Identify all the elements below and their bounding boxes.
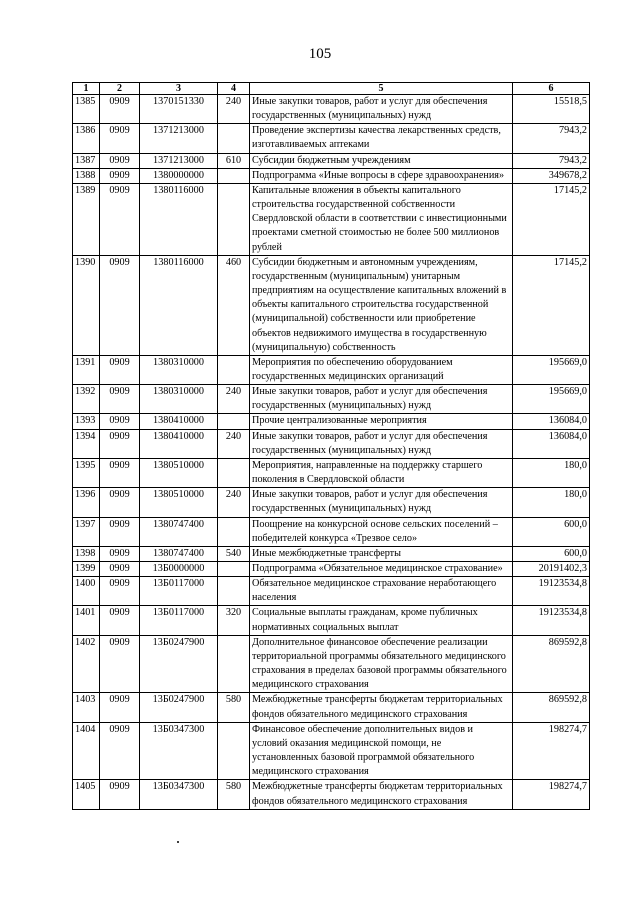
target-code: 1380116000 — [140, 183, 218, 255]
item-name: Подпрограмма «Иные вопросы в сфере здравоохранения» — [250, 168, 513, 183]
amount: 7943,2 — [513, 153, 590, 168]
row-number: 1391 — [73, 355, 100, 384]
item-name: Иные межбюджетные трансферты — [250, 546, 513, 561]
target-code: 1380510000 — [140, 488, 218, 517]
table-row — [73, 693, 590, 722]
row-number: 1405 — [73, 780, 100, 809]
expense-type — [218, 722, 250, 780]
item-name: Иные закупки товаров, работ и услуг для обеспечения государственных (муниципальных) нужд — [250, 488, 513, 517]
amount: 195669,0 — [513, 385, 590, 414]
expense-type: 540 — [218, 546, 250, 561]
row-number: 1388 — [73, 168, 100, 183]
table-row — [73, 168, 590, 183]
target-code: 1380000000 — [140, 168, 218, 183]
expense-type — [218, 577, 250, 606]
item-name: Мероприятия, направленные на поддержку старшего поколения в Свердловской области — [250, 458, 513, 487]
table-row — [73, 577, 590, 606]
scan-dot — [177, 841, 179, 843]
item-name: Субсидии бюджетным и автономным учреждениям, государственным (муниципальным) унитарным предприятиям на осуществление капитальных вложений в объекты капитального строительства государственной (муниципальной) собственности или приобретение объектов недвижимого имущества в государственную (муниципальную) собственность — [250, 255, 513, 355]
expense-type — [218, 183, 250, 255]
amount: 15518,5 — [513, 95, 590, 124]
amount: 17145,2 — [513, 183, 590, 255]
amount: 869592,8 — [513, 693, 590, 722]
amount: 180,0 — [513, 488, 590, 517]
target-code: 13Б0347300 — [140, 722, 218, 780]
target-code: 13Б0117000 — [140, 606, 218, 635]
table-row — [73, 517, 590, 546]
amount: 136084,0 — [513, 429, 590, 458]
item-name: Мероприятия по обеспечению оборудованием государственных медицинских организаций — [250, 355, 513, 384]
row-number: 1399 — [73, 562, 100, 577]
table-row — [73, 95, 590, 124]
row-number: 1395 — [73, 458, 100, 487]
section-code: 0909 — [100, 562, 140, 577]
expense-type: 240 — [218, 95, 250, 124]
expense-type: 580 — [218, 693, 250, 722]
row-number: 1403 — [73, 693, 100, 722]
target-code: 1380410000 — [140, 429, 218, 458]
expense-type: 460 — [218, 255, 250, 355]
target-code: 1380310000 — [140, 355, 218, 384]
expense-type — [218, 355, 250, 384]
target-code: 1371213000 — [140, 124, 218, 153]
amount: 19123534,8 — [513, 606, 590, 635]
table-row — [73, 780, 590, 809]
table-row — [73, 124, 590, 153]
amount: 19123534,8 — [513, 577, 590, 606]
expense-type — [218, 458, 250, 487]
row-number: 1397 — [73, 517, 100, 546]
section-code: 0909 — [100, 168, 140, 183]
section-code: 0909 — [100, 488, 140, 517]
expense-type — [218, 124, 250, 153]
table-row — [73, 488, 590, 517]
item-name: Подпрограмма «Обязательное медицинское страхование» — [250, 562, 513, 577]
expense-type: 240 — [218, 429, 250, 458]
target-code: 1380116000 — [140, 255, 218, 355]
target-code: 1380747400 — [140, 517, 218, 546]
section-code: 0909 — [100, 722, 140, 780]
section-code: 0909 — [100, 414, 140, 429]
section-code: 0909 — [100, 153, 140, 168]
item-name: Межбюджетные трансферты бюджетам территориальных фондов обязательного медицинского страхования — [250, 780, 513, 809]
table-row — [73, 546, 590, 561]
target-code: 13Б0247900 — [140, 635, 218, 693]
table-row — [73, 562, 590, 577]
item-name: Капитальные вложения в объекты капитального строительства государственной собственности Свердловской области в соответствии с инвестиционными проектами сметной стоимостью не более 500 миллионов рублей — [250, 183, 513, 255]
item-name: Социальные выплаты гражданам, кроме публичных нормативных социальных выплат — [250, 606, 513, 635]
amount: 869592,8 — [513, 635, 590, 693]
amount: 600,0 — [513, 517, 590, 546]
row-number: 1401 — [73, 606, 100, 635]
column-header: 5 — [250, 83, 513, 95]
section-code: 0909 — [100, 693, 140, 722]
item-name: Проведение экспертизы качества лекарственных средств, изготавливаемых аптеками — [250, 124, 513, 153]
row-number: 1386 — [73, 124, 100, 153]
row-number: 1400 — [73, 577, 100, 606]
target-code: 1380310000 — [140, 385, 218, 414]
table-row — [73, 385, 590, 414]
row-number: 1394 — [73, 429, 100, 458]
row-number: 1392 — [73, 385, 100, 414]
row-number: 1385 — [73, 95, 100, 124]
target-code: 13Б0247900 — [140, 693, 218, 722]
table-row — [73, 429, 590, 458]
table-row — [73, 458, 590, 487]
section-code: 0909 — [100, 385, 140, 414]
target-code: 1371213000 — [140, 153, 218, 168]
column-header: 2 — [100, 83, 140, 95]
table-row — [73, 183, 590, 255]
item-name: Финансовое обеспечение дополнительных видов и условий оказания медицинской помощи, не установленных базовой программой обязательного медицинского страхования — [250, 722, 513, 780]
target-code: 1380510000 — [140, 458, 218, 487]
page-number: 105 — [308, 46, 332, 62]
amount: 198274,7 — [513, 780, 590, 809]
expense-type — [218, 168, 250, 183]
section-code: 0909 — [100, 124, 140, 153]
item-name: Иные закупки товаров, работ и услуг для обеспечения государственных (муниципальных) нужд — [250, 385, 513, 414]
amount: 600,0 — [513, 546, 590, 561]
item-name: Межбюджетные трансферты бюджетам территориальных фондов обязательного медицинского страхования — [250, 693, 513, 722]
section-code: 0909 — [100, 606, 140, 635]
amount: 195669,0 — [513, 355, 590, 384]
column-header: 6 — [513, 83, 590, 95]
expense-type — [218, 635, 250, 693]
expense-type: 580 — [218, 780, 250, 809]
table-row — [73, 355, 590, 384]
row-number: 1390 — [73, 255, 100, 355]
table-row — [73, 255, 590, 355]
section-code: 0909 — [100, 95, 140, 124]
target-code: 1370151330 — [140, 95, 218, 124]
item-name: Иные закупки товаров, работ и услуг для обеспечения государственных (муниципальных) нужд — [250, 429, 513, 458]
amount: 198274,7 — [513, 722, 590, 780]
table-header-row — [73, 83, 590, 95]
row-number: 1404 — [73, 722, 100, 780]
column-header: 3 — [140, 83, 218, 95]
amount: 349678,2 — [513, 168, 590, 183]
section-code: 0909 — [100, 635, 140, 693]
row-number: 1398 — [73, 546, 100, 561]
table-row — [73, 722, 590, 780]
expense-type: 240 — [218, 385, 250, 414]
amount: 7943,2 — [513, 124, 590, 153]
row-number: 1389 — [73, 183, 100, 255]
amount: 180,0 — [513, 458, 590, 487]
target-code: 1380747400 — [140, 546, 218, 561]
expense-type: 240 — [218, 488, 250, 517]
section-code: 0909 — [100, 517, 140, 546]
row-number: 1387 — [73, 153, 100, 168]
section-code: 0909 — [100, 255, 140, 355]
target-code: 13Б0117000 — [140, 577, 218, 606]
expense-type — [218, 414, 250, 429]
item-name: Прочие централизованные мероприятия — [250, 414, 513, 429]
target-code: 13Б0347300 — [140, 780, 218, 809]
expense-type: 610 — [218, 153, 250, 168]
item-name: Поощрение на конкурсной основе сельских поселений – победителей конкурса «Трезвое село» — [250, 517, 513, 546]
section-code: 0909 — [100, 546, 140, 561]
item-name: Дополнительное финансовое обеспечение реализации территориальной программы обязательного медицинского страхования в пределах базовой программы обязательного медицинского страхования — [250, 635, 513, 693]
row-number: 1393 — [73, 414, 100, 429]
column-header: 1 — [73, 83, 100, 95]
expense-type — [218, 517, 250, 546]
section-code: 0909 — [100, 458, 140, 487]
budget-table — [72, 82, 590, 810]
column-header: 4 — [218, 83, 250, 95]
section-code: 0909 — [100, 183, 140, 255]
expense-type: 320 — [218, 606, 250, 635]
section-code: 0909 — [100, 355, 140, 384]
row-number: 1396 — [73, 488, 100, 517]
amount: 136084,0 — [513, 414, 590, 429]
table-row — [73, 606, 590, 635]
item-name: Субсидии бюджетным учреждениям — [250, 153, 513, 168]
section-code: 0909 — [100, 577, 140, 606]
target-code: 1380410000 — [140, 414, 218, 429]
expense-type — [218, 562, 250, 577]
section-code: 0909 — [100, 429, 140, 458]
table-row — [73, 635, 590, 693]
item-name: Иные закупки товаров, работ и услуг для обеспечения государственных (муниципальных) нужд — [250, 95, 513, 124]
amount: 20191402,3 — [513, 562, 590, 577]
row-number: 1402 — [73, 635, 100, 693]
table-row — [73, 153, 590, 168]
table-row — [73, 414, 590, 429]
section-code: 0909 — [100, 780, 140, 809]
amount: 17145,2 — [513, 255, 590, 355]
item-name: Обязательное медицинское страхование неработающего населения — [250, 577, 513, 606]
target-code: 13Б0000000 — [140, 562, 218, 577]
